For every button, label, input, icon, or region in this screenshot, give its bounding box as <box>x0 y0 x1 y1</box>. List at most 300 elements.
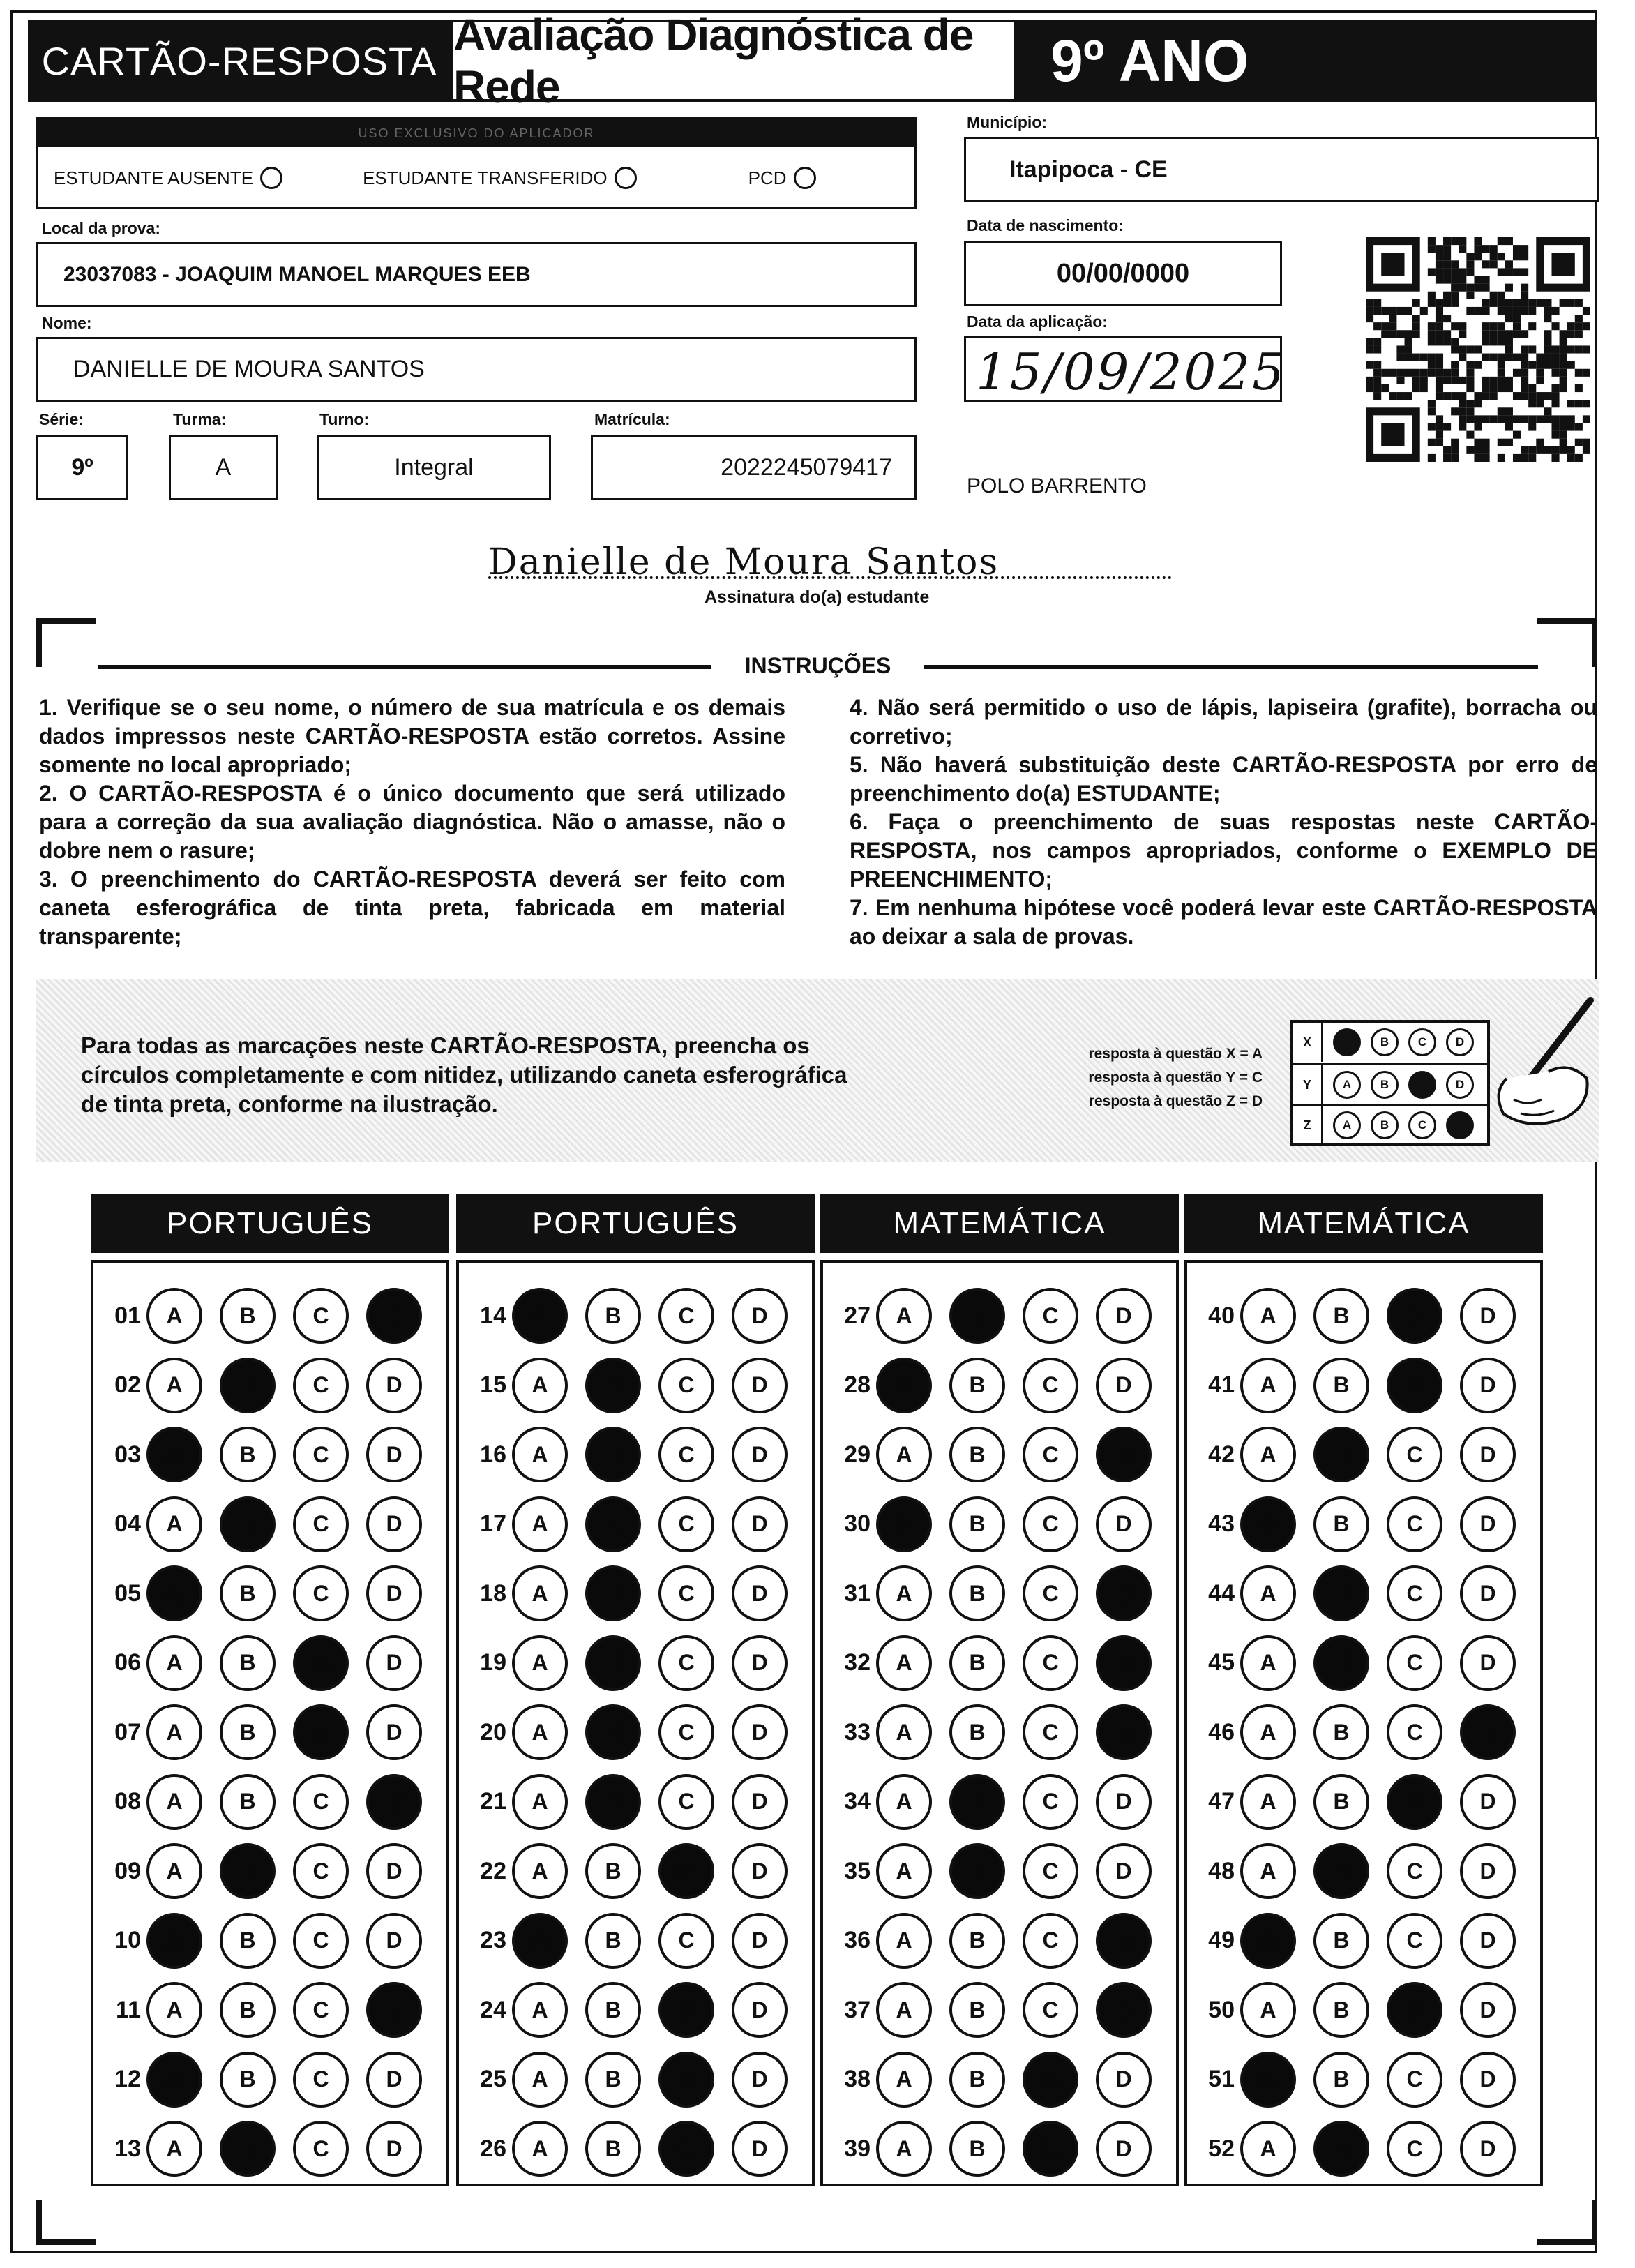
answer-bubble-b[interactable]: B <box>220 1565 276 1621</box>
answer-bubble-b[interactable]: B <box>1313 1843 1369 1899</box>
answer-bubble-b[interactable]: B <box>949 1913 1005 1969</box>
answer-bubble-b[interactable]: B <box>220 1774 276 1830</box>
answer-bubble-a[interactable]: A <box>876 1913 932 1969</box>
answer-bubble-c[interactable]: C <box>293 1496 349 1552</box>
question-row <box>100 1699 439 1766</box>
answer-bubble-d[interactable]: D <box>1460 1635 1516 1691</box>
answer-bubble-a[interactable]: A <box>146 1982 202 2038</box>
question-number: 04 <box>114 1510 141 1537</box>
answer-bubble-c[interactable]: C <box>293 2052 349 2108</box>
answer-bubble-d[interactable]: D <box>366 1774 422 1830</box>
question-number: 45 <box>1208 1649 1235 1676</box>
answer-bubble-b[interactable]: B <box>585 1427 641 1482</box>
turma-label: Turma: <box>173 410 227 428</box>
answer-bubble-d[interactable]: D <box>732 1496 788 1552</box>
answer-bubble-c[interactable]: C <box>1387 1774 1442 1830</box>
answer-bubble-a[interactable]: A <box>1240 1635 1296 1691</box>
applicator-box <box>36 117 917 209</box>
question-row <box>466 1976 805 2043</box>
answer-bubble-b[interactable]: B <box>949 1496 1005 1552</box>
answer-bubble-b[interactable]: B <box>220 1427 276 1482</box>
question-number: 06 <box>114 1649 141 1676</box>
answer-bubble-c[interactable]: C <box>293 1358 349 1413</box>
answer-bubble-b[interactable]: B <box>1313 1358 1369 1413</box>
answer-bubble-b[interactable]: B <box>220 1496 276 1552</box>
question-row <box>100 2115 439 2182</box>
aplicacao-field[interactable] <box>964 336 1286 402</box>
question-row <box>466 1421 805 1488</box>
answer-bubble-b[interactable]: B <box>585 1982 641 2038</box>
answer-bubble-c[interactable]: C <box>1387 1635 1442 1691</box>
answer-bubble-b[interactable]: B <box>585 1565 641 1621</box>
answer-bubble-d[interactable]: D <box>1096 1774 1152 1830</box>
answer-bubble-c[interactable]: C <box>1023 1843 1078 1899</box>
answer-bubble-c[interactable]: C <box>1023 1704 1078 1760</box>
answer-bubble-c[interactable]: C <box>1023 1565 1078 1621</box>
answer-bubble-c[interactable]: C <box>1387 1982 1442 2038</box>
answer-bubble-b[interactable]: B <box>220 1358 276 1413</box>
answer-bubble-d[interactable]: D <box>1460 1496 1516 1552</box>
answer-bubble-c[interactable]: C <box>1387 1565 1442 1621</box>
answer-bubble-b[interactable]: B <box>949 1358 1005 1413</box>
answer-panel <box>820 1260 1179 2186</box>
answer-bubble-a[interactable]: A <box>876 2121 932 2177</box>
answer-bubble-a[interactable]: A <box>512 1913 568 1969</box>
example-row <box>1293 1063 1487 1104</box>
answer-bubble-b[interactable]: B <box>220 1913 276 1969</box>
answer-bubble-d[interactable]: D <box>366 1288 422 1344</box>
answer-bubble-b[interactable]: B <box>949 2052 1005 2108</box>
absent-label: ESTUDANTE AUSENTE <box>54 167 254 188</box>
grade-label: 9º ANO <box>1017 20 1596 102</box>
question-row <box>466 1560 805 1627</box>
answer-bubble-b[interactable]: B <box>949 2121 1005 2177</box>
answer-bubble-c[interactable]: C <box>658 1704 714 1760</box>
example-bubble-b: B <box>1371 1111 1399 1139</box>
signature-handwritten: Danielle de Moura Santos <box>488 541 1000 583</box>
answer-bubble-b[interactable]: B <box>1313 1496 1369 1552</box>
answer-bubble-c[interactable]: C <box>293 1982 349 2038</box>
instructions-right: 4. Não será permitido o uso de lápis, lapiseira (grafite), borracha ou corretivo; 5. Não haverá substituição deste CARTÃO-RESPOSTA por erro de preenchimento do(a) ESTUDANTE; 6. Faça o preenchimento de suas respostas neste CARTÃO-RESPOSTA, nos campos apropriados, conforme o EXEMPLO DE PREENCHIMENTO; 7. Em nenhuma hipótese você poderá levar este CARTÃO-RESPOSTA ao deixar a sala de provas. <box>850 695 1597 949</box>
question-number: 39 <box>844 2135 871 2162</box>
answer-bubble-a[interactable]: A <box>146 1427 202 1482</box>
question-number: 43 <box>1208 1510 1235 1537</box>
answer-bubble-b[interactable]: B <box>220 1288 276 1344</box>
answer-bubble-d[interactable]: D <box>1460 1358 1516 1413</box>
answer-bubble-d[interactable]: D <box>732 1913 788 1969</box>
answer-bubble-b[interactable]: B <box>1313 1635 1369 1691</box>
answer-bubble-c[interactable]: C <box>658 1635 714 1691</box>
answer-bubble-d[interactable]: D <box>366 1635 422 1691</box>
answer-bubble-d[interactable]: D <box>732 1427 788 1482</box>
answer-bubble-d[interactable]: D <box>1096 1496 1152 1552</box>
answer-bubble-b[interactable]: B <box>585 1843 641 1899</box>
answer-bubble-d[interactable]: D <box>1460 1774 1516 1830</box>
answer-bubble-c[interactable]: C <box>658 1496 714 1552</box>
answer-bubble-d[interactable]: D <box>366 2121 422 2177</box>
answer-bubble-c[interactable]: C <box>293 1774 349 1830</box>
question-row <box>100 1838 439 1905</box>
example-bubble-d: D <box>1446 1111 1474 1139</box>
card-title: CARTÃO-RESPOSTA <box>28 20 451 102</box>
question-row <box>1194 1768 1533 1835</box>
answer-bubble-b[interactable]: B <box>1313 1774 1369 1830</box>
answer-bubble-a[interactable]: A <box>1240 1843 1296 1899</box>
question-number: 12 <box>114 2066 141 2092</box>
question-row <box>1194 1699 1533 1766</box>
answer-bubble-a[interactable]: A <box>1240 1774 1296 1830</box>
answer-bubble-d[interactable]: D <box>1096 1913 1152 1969</box>
answer-bubble-b[interactable]: B <box>220 2121 276 2177</box>
question-row <box>100 1630 439 1697</box>
answer-bubble-a[interactable]: A <box>146 1843 202 1899</box>
answer-bubble-d[interactable]: D <box>1096 1843 1152 1899</box>
answer-panel <box>1184 1260 1543 2186</box>
answer-bubble-c[interactable]: C <box>293 1913 349 1969</box>
answer-bubble-a[interactable]: A <box>876 1774 932 1830</box>
answer-bubble-d[interactable]: D <box>1460 2052 1516 2108</box>
answer-bubble-a[interactable]: A <box>1240 1288 1296 1344</box>
answer-bubble-a[interactable]: A <box>146 1635 202 1691</box>
question-row <box>830 2115 1169 2182</box>
answer-bubble-d[interactable]: D <box>1460 1565 1516 1621</box>
example-bubble-a: A <box>1333 1071 1361 1099</box>
answer-bubble-d[interactable]: D <box>1096 1288 1152 1344</box>
question-number: 38 <box>844 2066 871 2092</box>
answer-bubble-d[interactable]: D <box>732 1288 788 1344</box>
question-row <box>100 1421 439 1488</box>
example-bubble-c: C <box>1408 1071 1436 1099</box>
answer-bubble-b[interactable]: B <box>220 2052 276 2108</box>
answer-bubble-d[interactable]: D <box>1460 2121 1516 2177</box>
answer-bubble-d[interactable]: D <box>366 1427 422 1482</box>
question-row <box>1194 1560 1533 1627</box>
answer-bubble-b[interactable]: B <box>1313 1427 1369 1482</box>
answer-bubble-a[interactable]: A <box>876 1982 932 2038</box>
answer-bubble-c[interactable]: C <box>1387 1288 1442 1344</box>
answer-bubble-d[interactable]: D <box>366 1982 422 2038</box>
answer-bubble-a[interactable]: A <box>1240 1704 1296 1760</box>
answer-bubble-d[interactable]: D <box>1460 1427 1516 1482</box>
answer-bubble-a[interactable]: A <box>146 1496 202 1552</box>
example-bubble-a: A <box>1333 1111 1361 1139</box>
answer-bubble-a[interactable]: A <box>876 1358 932 1413</box>
question-row <box>830 1838 1169 1905</box>
answer-bubble-d[interactable]: D <box>366 1843 422 1899</box>
question-number: 23 <box>480 1927 506 1953</box>
answer-bubble-c[interactable]: C <box>1023 1288 1078 1344</box>
answer-bubble-a[interactable]: A <box>512 1288 568 1344</box>
answer-bubble-b[interactable]: B <box>1313 1288 1369 1344</box>
example-row-label: Z <box>1293 1106 1323 1145</box>
question-number: 11 <box>116 1996 141 2023</box>
answer-bubble-a[interactable]: A <box>512 1565 568 1621</box>
answer-bubble-b[interactable]: B <box>220 1982 276 2038</box>
answer-bubble-b[interactable]: B <box>949 1288 1005 1344</box>
answer-bubble-c[interactable]: C <box>293 1427 349 1482</box>
answer-bubble-a[interactable]: A <box>876 2052 932 2108</box>
example-row-label: Y <box>1293 1065 1323 1104</box>
answer-bubble-c[interactable]: C <box>1387 2052 1442 2108</box>
answer-bubble-c[interactable]: C <box>293 1288 349 1344</box>
answer-bubble-c[interactable]: C <box>1023 1913 1078 1969</box>
answer-bubble-b[interactable]: B <box>585 2052 641 2108</box>
question-number: 30 <box>844 1510 871 1537</box>
question-row <box>100 1491 439 1558</box>
answer-bubble-d[interactable]: D <box>732 1982 788 2038</box>
answer-bubble-b[interactable]: B <box>220 1704 276 1760</box>
answer-bubble-b[interactable]: B <box>220 1635 276 1691</box>
answer-bubble-d[interactable]: D <box>366 1913 422 1969</box>
answer-bubble-d[interactable]: D <box>732 2121 788 2177</box>
answer-bubble-d[interactable]: D <box>366 1704 422 1760</box>
transferred-label: ESTUDANTE TRANSFERIDO <box>363 167 608 188</box>
question-number: 13 <box>114 2135 141 2162</box>
exam-title: Avaliação Diagnóstica de Rede <box>451 20 1017 102</box>
answer-bubble-d[interactable]: D <box>1460 1913 1516 1969</box>
answer-bubble-d[interactable]: D <box>366 2052 422 2108</box>
answer-bubble-b[interactable]: B <box>949 1427 1005 1482</box>
answer-bubble-d[interactable]: D <box>1460 1288 1516 1344</box>
answer-bubble-a[interactable]: A <box>1240 1913 1296 1969</box>
answer-bubble-b[interactable]: B <box>1313 1704 1369 1760</box>
question-number: 52 <box>1208 2135 1235 2162</box>
answer-bubble-d[interactable]: D <box>1460 1982 1516 2038</box>
answer-bubble-d[interactable]: D <box>1096 2121 1152 2177</box>
question-number: 41 <box>1208 1372 1235 1398</box>
answer-bubble-c[interactable]: C <box>1023 2121 1078 2177</box>
answer-bubble-a[interactable]: A <box>876 1496 932 1552</box>
example-bubble-d: D <box>1446 1071 1474 1099</box>
answer-bubble-d[interactable]: D <box>366 1358 422 1413</box>
answer-bubble-c[interactable]: C <box>1387 1496 1442 1552</box>
answer-bubble-b[interactable]: B <box>585 1635 641 1691</box>
answer-bubble-d[interactable]: D <box>1096 1427 1152 1482</box>
answer-bubble-a[interactable]: A <box>146 1913 202 1969</box>
answer-bubble-b[interactable]: B <box>585 1704 641 1760</box>
answer-bubble-b[interactable]: B <box>949 1843 1005 1899</box>
answer-bubble-d[interactable]: D <box>1460 1704 1516 1760</box>
question-number: 09 <box>114 1857 141 1884</box>
answer-bubble-a[interactable]: A <box>512 1427 568 1482</box>
question-number: 37 <box>844 1996 871 2023</box>
answer-bubble-d[interactable]: D <box>732 1774 788 1830</box>
answer-bubble-b[interactable]: B <box>585 2121 641 2177</box>
answer-bubble-a[interactable]: A <box>146 1358 202 1413</box>
name-label: Nome: <box>42 314 92 332</box>
answer-bubble-b[interactable]: B <box>585 1913 641 1969</box>
answer-bubble-b[interactable]: B <box>949 1704 1005 1760</box>
answer-bubble-b[interactable]: B <box>220 1843 276 1899</box>
answer-bubble-c[interactable]: C <box>1023 1358 1078 1413</box>
question-number: 22 <box>480 1857 506 1884</box>
answer-bubble-a[interactable]: A <box>876 1565 932 1621</box>
answer-bubble-c[interactable]: C <box>658 2121 714 2177</box>
answer-bubble-d[interactable]: D <box>1096 1704 1152 1760</box>
answer-bubble-c[interactable]: C <box>658 1427 714 1482</box>
answer-bubble-a[interactable]: A <box>146 1704 202 1760</box>
answer-bubble-c[interactable]: C <box>658 1913 714 1969</box>
answer-bubble-a[interactable]: A <box>1240 2052 1296 2108</box>
answer-bubble-c[interactable]: C <box>658 1982 714 2038</box>
answer-bubble-c[interactable]: C <box>293 1565 349 1621</box>
answer-bubble-b[interactable]: B <box>949 1565 1005 1621</box>
answer-bubble-c[interactable]: C <box>1023 1496 1078 1552</box>
question-row <box>830 1560 1169 1627</box>
answer-bubble-b[interactable]: B <box>585 1358 641 1413</box>
answer-bubble-a[interactable]: A <box>1240 2121 1296 2177</box>
answer-bubble-d[interactable]: D <box>1460 1843 1516 1899</box>
nascimento-label: Data de nascimento: <box>967 216 1124 234</box>
answer-bubble-a[interactable]: A <box>512 1358 568 1413</box>
answer-bubble-a[interactable]: A <box>146 1774 202 1830</box>
absent-option[interactable] <box>54 167 282 189</box>
answer-bubble-a[interactable]: A <box>146 1288 202 1344</box>
answer-bubble-b[interactable]: B <box>1313 1913 1369 1969</box>
answer-bubble-c[interactable]: C <box>1387 1427 1442 1482</box>
answer-bubble-c[interactable]: C <box>1387 1843 1442 1899</box>
answer-bubble-a[interactable]: A <box>876 1288 932 1344</box>
answer-bubble-c[interactable]: C <box>1387 1704 1442 1760</box>
pcd-option[interactable] <box>748 167 816 189</box>
answer-bubble-c[interactable]: C <box>1023 1427 1078 1482</box>
question-number: 08 <box>114 1788 141 1815</box>
answer-bubble-c[interactable]: C <box>293 1843 349 1899</box>
answer-bubble-a[interactable]: A <box>512 1635 568 1691</box>
answer-bubble-a[interactable]: A <box>1240 1565 1296 1621</box>
question-number: 31 <box>844 1579 871 1607</box>
question-number: 34 <box>844 1788 871 1815</box>
answer-bubble-a[interactable]: A <box>1240 1358 1296 1413</box>
question-row <box>1194 1907 1533 1974</box>
municipio-field: Itapipoca - CE <box>964 137 1599 202</box>
answer-bubble-c[interactable]: C <box>658 1843 714 1899</box>
question-number: 29 <box>844 1441 871 1468</box>
answer-bubble-d[interactable]: D <box>732 1565 788 1621</box>
answer-bubble-d[interactable]: D <box>366 1565 422 1621</box>
panel-header: PORTUGUÊS <box>91 1194 449 1253</box>
answer-bubble-d[interactable]: D <box>1096 1358 1152 1413</box>
instructions-rule-left <box>98 665 711 669</box>
answer-bubble-b[interactable]: B <box>585 1496 641 1552</box>
answer-bubble-a[interactable]: A <box>512 2052 568 2108</box>
absent-circle[interactable] <box>260 167 282 189</box>
answer-bubble-c[interactable]: C <box>1387 2121 1442 2177</box>
answer-bubble-a[interactable]: A <box>1240 1496 1296 1552</box>
question-number: 26 <box>480 2135 506 2162</box>
panel-header: MATEMÁTICA <box>1184 1194 1543 1253</box>
answer-bubble-c[interactable]: C <box>1023 2052 1078 2108</box>
answer-bubble-a[interactable]: A <box>512 1843 568 1899</box>
answer-bubble-c[interactable]: C <box>1387 1358 1442 1413</box>
answer-bubble-d[interactable]: D <box>732 1704 788 1760</box>
answer-bubble-c[interactable]: C <box>293 2121 349 2177</box>
answer-bubble-a[interactable]: A <box>512 1982 568 2038</box>
answer-bubble-c[interactable]: C <box>658 1774 714 1830</box>
transferred-option[interactable] <box>363 167 637 189</box>
answer-bubble-c[interactable]: C <box>1023 1982 1078 2038</box>
question-number: 01 <box>114 1302 141 1329</box>
answer-bubble-a[interactable]: A <box>512 1774 568 1830</box>
answer-bubble-b[interactable]: B <box>585 1774 641 1830</box>
answer-bubble-a[interactable]: A <box>146 1565 202 1621</box>
answer-bubble-b[interactable]: B <box>1313 2052 1369 2108</box>
answer-bubble-b[interactable]: B <box>949 1635 1005 1691</box>
instructions-left: 1. Verifique se o seu nome, o número de sua matrícula e os demais dados impressos neste CARTÃO-RESPOSTA estão corretos. Assine somente no local apropriado; 2. O CARTÃO-RESPOSTA é o único documento que será utilizado para a correção da sua avaliação diagnóstica. Não o amasse, não o dobre nem o rasure; 3. O preenchimento do CARTÃO-RESPOSTA deverá ser feito com caneta esferográfica de tinta preta, fabricada em material transparente; <box>39 695 785 949</box>
signature-line <box>488 576 1172 579</box>
aplicacao-handwritten: 15/09/2025 <box>976 343 1286 401</box>
question-number: 36 <box>844 1927 871 1953</box>
question-number: 14 <box>480 1302 506 1329</box>
applicator-strip: USO EXCLUSIVO DO APLICADOR <box>38 119 914 147</box>
answer-bubble-b[interactable]: B <box>1313 1982 1369 2038</box>
answer-bubble-a[interactable]: A <box>876 1843 932 1899</box>
answer-bubble-a[interactable]: A <box>1240 1982 1296 2038</box>
panel-header: MATEMÁTICA <box>820 1194 1179 1253</box>
answer-bubble-d[interactable]: D <box>732 1635 788 1691</box>
question-number: 07 <box>114 1718 141 1745</box>
answer-bubble-a[interactable]: A <box>512 1704 568 1760</box>
question-number: 25 <box>480 2066 506 2092</box>
answer-bubble-c[interactable]: C <box>1023 1635 1078 1691</box>
answer-bubble-a[interactable]: A <box>876 1635 932 1691</box>
question-row <box>100 1282 439 1349</box>
question-row <box>466 2046 805 2113</box>
answer-bubble-c[interactable]: C <box>1023 1774 1078 1830</box>
answer-bubble-c[interactable]: C <box>293 1704 349 1760</box>
answer-bubble-c[interactable]: C <box>293 1635 349 1691</box>
answer-bubble-c[interactable]: C <box>658 1358 714 1413</box>
answer-bubble-b[interactable]: B <box>1313 2121 1369 2177</box>
question-number: 24 <box>480 1996 506 2023</box>
example-bubble-d: D <box>1446 1028 1474 1056</box>
answer-bubble-b[interactable]: B <box>949 1774 1005 1830</box>
answer-bubble-d[interactable]: D <box>732 1843 788 1899</box>
answer-bubble-d[interactable]: D <box>1096 2052 1152 2108</box>
answer-bubble-c[interactable]: C <box>1387 1913 1442 1969</box>
nascimento-field: 00/00/0000 <box>964 241 1282 306</box>
answer-bubble-d[interactable]: D <box>366 1496 422 1552</box>
answer-bubble-d[interactable]: D <box>1096 1982 1152 2038</box>
answer-bubble-a[interactable]: A <box>512 2121 568 2177</box>
answer-bubble-d[interactable]: D <box>732 2052 788 2108</box>
answer-bubble-b[interactable]: B <box>1313 1565 1369 1621</box>
answer-bubble-c[interactable]: C <box>658 1288 714 1344</box>
answer-bubble-a[interactable]: A <box>512 1496 568 1552</box>
answer-bubble-a[interactable]: A <box>876 1704 932 1760</box>
instructions-rule-right <box>924 665 1538 669</box>
answer-bubble-a[interactable]: A <box>1240 1427 1296 1482</box>
matricula-field: 2022245079417 <box>591 435 917 500</box>
question-row <box>100 2046 439 2113</box>
answer-bubble-c[interactable]: C <box>658 2052 714 2108</box>
example-row-label: X <box>1293 1023 1323 1062</box>
name-field: DANIELLE DE MOURA SANTOS <box>36 337 917 402</box>
answer-bubble-c[interactable]: C <box>658 1565 714 1621</box>
pcd-circle[interactable] <box>794 167 816 189</box>
answer-bubble-b[interactable]: B <box>585 1288 641 1344</box>
answer-bubble-a[interactable]: A <box>876 1427 932 1482</box>
example-row <box>1293 1023 1487 1062</box>
answer-bubble-d[interactable]: D <box>1096 1635 1152 1691</box>
answer-bubble-d[interactable]: D <box>1096 1565 1152 1621</box>
answer-bubble-a[interactable]: A <box>146 2121 202 2177</box>
transferred-circle[interactable] <box>615 167 637 189</box>
question-number: 15 <box>480 1372 506 1398</box>
answer-bubble-d[interactable]: D <box>732 1358 788 1413</box>
answer-bubble-a[interactable]: A <box>146 2052 202 2108</box>
answer-bubble-b[interactable]: B <box>949 1982 1005 2038</box>
